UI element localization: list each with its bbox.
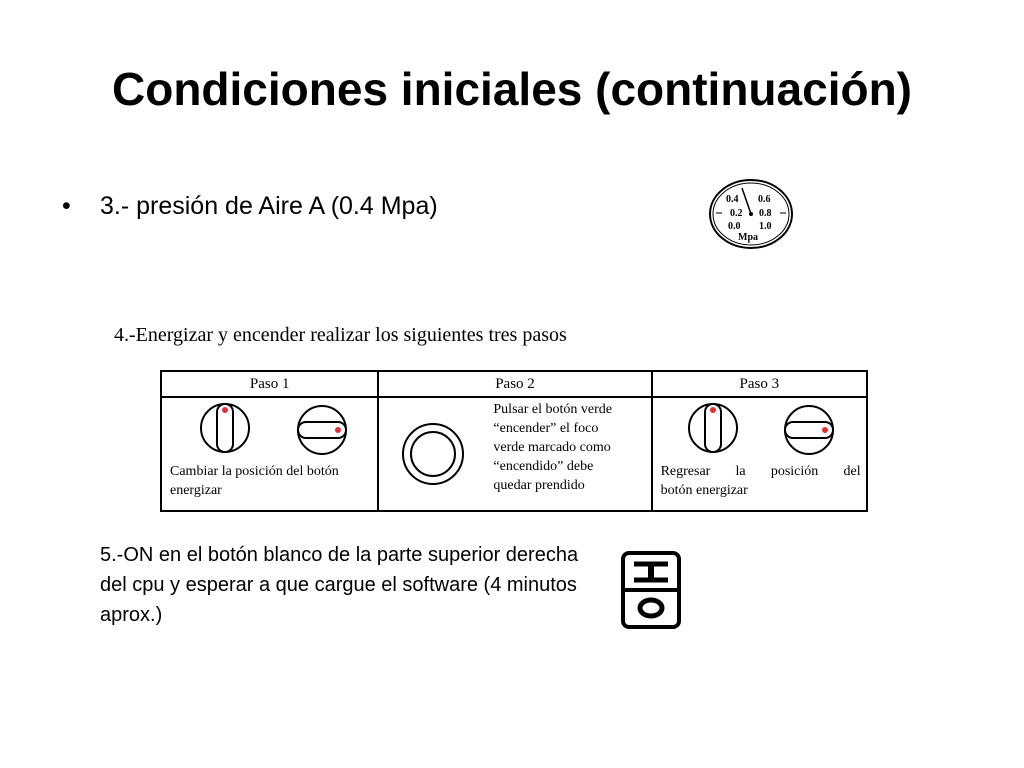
step2-text bbox=[493, 400, 645, 495]
knob-horizontal-icon bbox=[298, 406, 346, 454]
step1-text: Cambiar la posición del botón energizar bbox=[170, 464, 339, 498]
step3-text bbox=[661, 462, 861, 500]
step4-text: 4.-Energizar y encender realizar los siguientes tres pasos bbox=[114, 324, 567, 346]
bullet-dot-icon: • bbox=[62, 192, 71, 220]
step2-header: Paso 2 bbox=[378, 371, 651, 397]
green-light-ring-icon bbox=[379, 398, 489, 510]
gauge-label-left-0: 0.4 bbox=[726, 194, 739, 205]
gauge-label-right-2: 1.0 bbox=[759, 221, 772, 232]
knob-icons-step1 bbox=[162, 398, 378, 468]
knob-horizontal-icon bbox=[785, 406, 833, 454]
gauge-label-left-1: 0.2 bbox=[730, 208, 743, 219]
step2-line-1: “encender” el foco bbox=[493, 421, 599, 436]
gauge-label-right-0: 0.6 bbox=[758, 194, 771, 205]
pressure-gauge-icon bbox=[708, 178, 794, 250]
step2-cell bbox=[378, 397, 651, 511]
gauge-unit: Mpa bbox=[738, 232, 758, 243]
step3-line-1: botón energizar bbox=[660, 483, 748, 498]
step3-header: Paso 3 bbox=[652, 371, 867, 397]
knob-vertical-icon bbox=[201, 404, 249, 452]
step1-cell bbox=[161, 397, 378, 511]
step5-text: 5.-ON en el botón blanco de la parte superior derecha del cpu y esperar a que cargue el software (4 minutos aprox.) bbox=[100, 544, 579, 626]
step2-line-4: quedar prendido bbox=[493, 478, 585, 493]
knob-icons-step3 bbox=[653, 398, 867, 468]
step3-line-0: Regresar la posición del bbox=[660, 464, 861, 479]
steps-table bbox=[160, 370, 868, 512]
knob-vertical-icon bbox=[689, 404, 737, 452]
gauge-label-left-2: 0.0 bbox=[728, 221, 741, 232]
slide-title: Condiciones iniciales (continuación) bbox=[112, 63, 912, 115]
step2-line-3: “encendido” debe bbox=[493, 459, 594, 474]
gauge-label-right-1: 0.8 bbox=[759, 208, 772, 219]
step2-line-0: Pulsar el botón verde bbox=[493, 402, 612, 417]
bullet-text: 3.- presión de Aire A (0.4 Mpa) bbox=[100, 192, 438, 220]
step3-cell bbox=[652, 397, 867, 511]
step2-line-2: verde marcado como bbox=[493, 440, 611, 455]
step1-header: Paso 1 bbox=[161, 371, 378, 397]
power-on-off-icon bbox=[620, 550, 682, 630]
